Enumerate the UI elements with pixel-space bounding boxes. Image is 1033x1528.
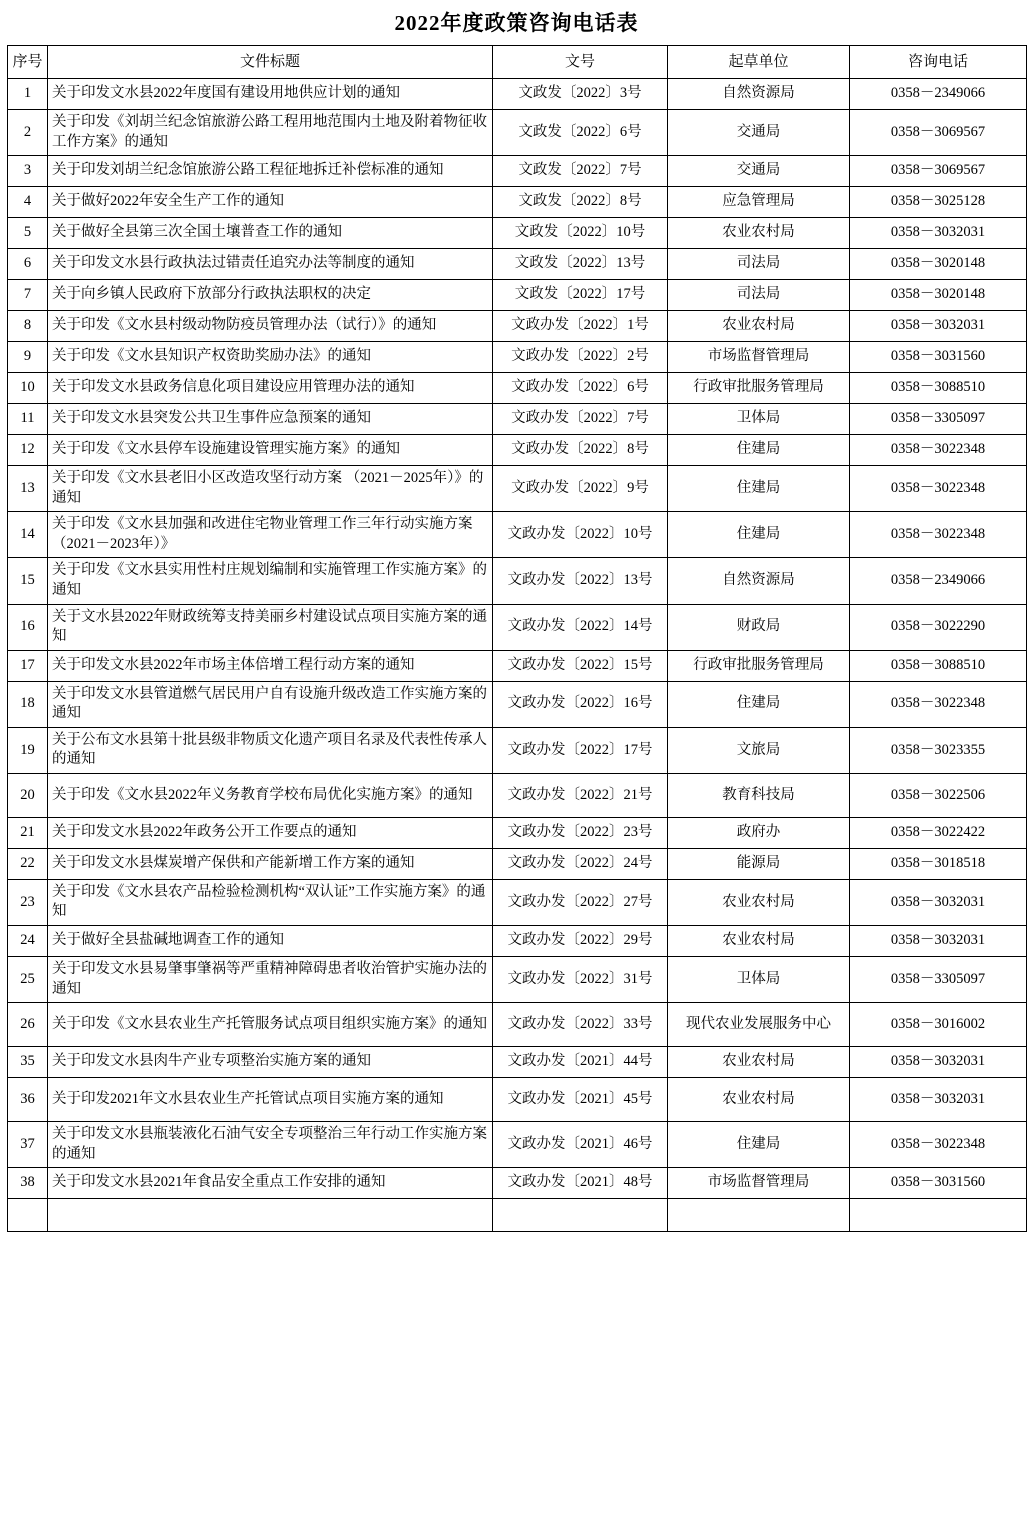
cell-index: 18 — [8, 681, 48, 727]
cell-title: 关于印发《文水县知识产权资助奖励办法》的通知 — [48, 342, 493, 373]
cell-docno: 文政办发〔2021〕48号 — [493, 1168, 668, 1199]
cell-empty — [850, 1199, 1027, 1232]
cell-title: 关于向乡镇人民政府下放部分行政执法职权的决定 — [48, 280, 493, 311]
page-title: 2022年度政策咨询电话表 — [394, 11, 639, 35]
cell-docno: 文政发〔2022〕7号 — [493, 156, 668, 187]
cell-dept: 住建局 — [668, 681, 850, 727]
cell-docno: 文政办发〔2022〕8号 — [493, 435, 668, 466]
cell-docno: 文政办发〔2021〕45号 — [493, 1078, 668, 1122]
cell-dept: 应急管理局 — [668, 187, 850, 218]
cell-title: 关于印发文水县瓶装液化石油气安全专项整治三年行动工作实施方案的通知 — [48, 1122, 493, 1168]
cell-dept: 卫体局 — [668, 404, 850, 435]
cell-phone: 0358－3022348 — [850, 512, 1027, 558]
table-row — [8, 156, 1027, 187]
table-row — [8, 311, 1027, 342]
table-row — [8, 110, 1027, 156]
table-row — [8, 848, 1027, 879]
cell-index: 7 — [8, 280, 48, 311]
cell-title: 关于做好全县盐碱地调查工作的通知 — [48, 926, 493, 957]
column-header-index: 序号 — [8, 46, 48, 79]
table-row — [8, 187, 1027, 218]
cell-index: 24 — [8, 926, 48, 957]
cell-index: 13 — [8, 466, 48, 512]
table-row — [8, 604, 1027, 650]
cell-title: 关于印发刘胡兰纪念馆旅游公路工程征地拆迁补偿标准的通知 — [48, 156, 493, 187]
cell-title: 关于印发文水县2022年度国有建设用地供应计划的通知 — [48, 79, 493, 110]
table-row — [8, 404, 1027, 435]
cell-phone: 0358－3032031 — [850, 218, 1027, 249]
cell-empty — [668, 1199, 850, 1232]
cell-title: 关于公布文水县第十批县级非物质文化遗产项目名录及代表性传承人的通知 — [48, 727, 493, 773]
cell-index: 4 — [8, 187, 48, 218]
cell-dept: 农业农村局 — [668, 1078, 850, 1122]
cell-dept: 能源局 — [668, 848, 850, 879]
cell-index: 21 — [8, 817, 48, 848]
cell-index: 20 — [8, 773, 48, 817]
cell-title: 关于印发《文水县加强和改进住宅物业管理工作三年行动实施方案（2021－2023年）》 — [48, 512, 493, 558]
cell-index: 25 — [8, 957, 48, 1003]
cell-empty — [48, 1199, 493, 1232]
table-row — [8, 218, 1027, 249]
cell-dept: 政府办 — [668, 817, 850, 848]
table-header-row — [8, 46, 1027, 79]
cell-title: 关于印发文水县2021年食品安全重点工作安排的通知 — [48, 1168, 493, 1199]
cell-index: 36 — [8, 1078, 48, 1122]
cell-title: 关于文水县2022年财政统筹支持美丽乡村建设试点项目实施方案的通知 — [48, 604, 493, 650]
cell-docno: 文政办发〔2022〕33号 — [493, 1003, 668, 1047]
cell-dept: 农业农村局 — [668, 1047, 850, 1078]
table-row — [8, 817, 1027, 848]
cell-title: 关于印发《文水县实用性村庄规划编制和实施管理工作实施方案》的通知 — [48, 558, 493, 604]
cell-dept: 住建局 — [668, 1122, 850, 1168]
cell-docno: 文政办发〔2022〕24号 — [493, 848, 668, 879]
cell-phone: 0358－3023355 — [850, 727, 1027, 773]
cell-index: 38 — [8, 1168, 48, 1199]
table-body — [8, 79, 1027, 1232]
cell-title: 关于印发文水县煤炭增产保供和产能新增工作方案的通知 — [48, 848, 493, 879]
cell-title: 关于印发《文水县老旧小区改造攻坚行动方案 （2021－2025年）》的通知 — [48, 466, 493, 512]
cell-dept: 文旅局 — [668, 727, 850, 773]
table-row — [8, 926, 1027, 957]
table-row — [8, 773, 1027, 817]
cell-phone: 0358－3069567 — [850, 156, 1027, 187]
cell-title: 关于印发文水县政务信息化项目建设应用管理办法的通知 — [48, 373, 493, 404]
cell-phone: 0358－3032031 — [850, 1078, 1027, 1122]
cell-docno: 文政办发〔2022〕31号 — [493, 957, 668, 1003]
table-row — [8, 727, 1027, 773]
cell-phone: 0358－3022348 — [850, 681, 1027, 727]
cell-dept: 农业农村局 — [668, 926, 850, 957]
cell-dept: 司法局 — [668, 249, 850, 280]
cell-docno: 文政发〔2022〕8号 — [493, 187, 668, 218]
cell-title: 关于印发2021年文水县农业生产托管试点项目实施方案的通知 — [48, 1078, 493, 1122]
cell-dept: 自然资源局 — [668, 558, 850, 604]
cell-phone: 0358－2349066 — [850, 79, 1027, 110]
cell-dept: 市场监督管理局 — [668, 1168, 850, 1199]
cell-title: 关于做好2022年安全生产工作的通知 — [48, 187, 493, 218]
table-row — [8, 879, 1027, 925]
cell-docno: 文政发〔2022〕17号 — [493, 280, 668, 311]
column-header-title: 文件标题 — [48, 46, 493, 79]
policy-phone-table — [7, 45, 1027, 1232]
table-row — [8, 1047, 1027, 1078]
cell-phone: 0358－2349066 — [850, 558, 1027, 604]
cell-index: 15 — [8, 558, 48, 604]
cell-phone: 0358－3069567 — [850, 110, 1027, 156]
cell-phone: 0358－3020148 — [850, 280, 1027, 311]
cell-phone: 0358－3305097 — [850, 404, 1027, 435]
cell-title: 关于印发文水县2022年政务公开工作要点的通知 — [48, 817, 493, 848]
cell-docno: 文政办发〔2022〕23号 — [493, 817, 668, 848]
cell-index: 12 — [8, 435, 48, 466]
column-header-phone: 咨询电话 — [850, 46, 1027, 79]
cell-phone: 0358－3022506 — [850, 773, 1027, 817]
table-row — [8, 1003, 1027, 1047]
cell-phone: 0358－3016002 — [850, 1003, 1027, 1047]
cell-empty — [493, 1199, 668, 1232]
cell-index: 2 — [8, 110, 48, 156]
cell-phone: 0358－3032031 — [850, 926, 1027, 957]
cell-index: 6 — [8, 249, 48, 280]
cell-phone: 0358－3025128 — [850, 187, 1027, 218]
table-row — [8, 957, 1027, 1003]
table-row — [8, 512, 1027, 558]
column-header-docno: 文号 — [493, 46, 668, 79]
cell-docno: 文政发〔2022〕10号 — [493, 218, 668, 249]
cell-index: 14 — [8, 512, 48, 558]
cell-dept: 行政审批服务管理局 — [668, 650, 850, 681]
cell-dept: 交通局 — [668, 110, 850, 156]
cell-dept: 住建局 — [668, 512, 850, 558]
table-row — [8, 1122, 1027, 1168]
table-row — [8, 435, 1027, 466]
cell-docno: 文政办发〔2022〕14号 — [493, 604, 668, 650]
cell-index: 9 — [8, 342, 48, 373]
table-row — [8, 342, 1027, 373]
cell-title: 关于印发文水县行政执法过错责任追究办法等制度的通知 — [48, 249, 493, 280]
cell-dept: 司法局 — [668, 280, 850, 311]
table-row — [8, 280, 1027, 311]
cell-phone: 0358－3088510 — [850, 373, 1027, 404]
cell-title: 关于印发《文水县2022年义务教育学校布局优化实施方案》的通知 — [48, 773, 493, 817]
cell-index: 37 — [8, 1122, 48, 1168]
cell-index: 3 — [8, 156, 48, 187]
table-row — [8, 79, 1027, 110]
cell-empty — [8, 1199, 48, 1232]
cell-dept: 市场监督管理局 — [668, 342, 850, 373]
cell-phone: 0358－3031560 — [850, 342, 1027, 373]
cell-title: 关于印发《文水县农业生产托管服务试点项目组织实施方案》的通知 — [48, 1003, 493, 1047]
table-row-empty — [8, 1199, 1027, 1232]
cell-title: 关于印发文水县2022年市场主体倍增工程行动方案的通知 — [48, 650, 493, 681]
cell-phone: 0358－3020148 — [850, 249, 1027, 280]
cell-title: 关于印发《文水县农产品检验检测机构“双认证”工作实施方案》的通知 — [48, 879, 493, 925]
cell-docno: 文政发〔2022〕6号 — [493, 110, 668, 156]
cell-dept: 教育科技局 — [668, 773, 850, 817]
cell-docno: 文政办发〔2022〕6号 — [493, 373, 668, 404]
table-row — [8, 681, 1027, 727]
cell-phone: 0358－3088510 — [850, 650, 1027, 681]
cell-docno: 文政办发〔2022〕15号 — [493, 650, 668, 681]
cell-docno: 文政办发〔2022〕9号 — [493, 466, 668, 512]
cell-index: 16 — [8, 604, 48, 650]
cell-docno: 文政办发〔2022〕17号 — [493, 727, 668, 773]
cell-dept: 行政审批服务管理局 — [668, 373, 850, 404]
table-row — [8, 249, 1027, 280]
cell-index: 23 — [8, 879, 48, 925]
cell-index: 1 — [8, 79, 48, 110]
cell-phone: 0358－3031560 — [850, 1168, 1027, 1199]
cell-index: 35 — [8, 1047, 48, 1078]
table-row — [8, 1078, 1027, 1122]
table-row — [8, 558, 1027, 604]
cell-docno: 文政办发〔2021〕44号 — [493, 1047, 668, 1078]
table-row — [8, 650, 1027, 681]
column-header-dept: 起草单位 — [668, 46, 850, 79]
cell-dept: 卫体局 — [668, 957, 850, 1003]
cell-phone: 0358－3305097 — [850, 957, 1027, 1003]
cell-title: 关于做好全县第三次全国土壤普查工作的通知 — [48, 218, 493, 249]
cell-phone: 0358－3022422 — [850, 817, 1027, 848]
cell-index: 26 — [8, 1003, 48, 1047]
cell-index: 22 — [8, 848, 48, 879]
cell-phone: 0358－3032031 — [850, 311, 1027, 342]
cell-docno: 文政办发〔2022〕7号 — [493, 404, 668, 435]
cell-title: 关于印发《文水县停车设施建设管理实施方案》的通知 — [48, 435, 493, 466]
cell-docno: 文政办发〔2022〕2号 — [493, 342, 668, 373]
cell-docno: 文政发〔2022〕13号 — [493, 249, 668, 280]
cell-index: 17 — [8, 650, 48, 681]
cell-phone: 0358－3022348 — [850, 435, 1027, 466]
table-row — [8, 373, 1027, 404]
cell-dept: 自然资源局 — [668, 79, 850, 110]
cell-docno: 文政办发〔2022〕1号 — [493, 311, 668, 342]
cell-phone: 0358－3022348 — [850, 1122, 1027, 1168]
cell-dept: 现代农业发展服务中心 — [668, 1003, 850, 1047]
cell-title: 关于印发文水县管道燃气居民用户自有设施升级改造工作实施方案的通知 — [48, 681, 493, 727]
cell-docno: 文政办发〔2022〕21号 — [493, 773, 668, 817]
cell-index: 11 — [8, 404, 48, 435]
cell-index: 5 — [8, 218, 48, 249]
cell-phone: 0358－3018518 — [850, 848, 1027, 879]
cell-dept: 财政局 — [668, 604, 850, 650]
cell-dept: 交通局 — [668, 156, 850, 187]
cell-docno: 文政办发〔2022〕10号 — [493, 512, 668, 558]
cell-index: 19 — [8, 727, 48, 773]
cell-docno: 文政办发〔2022〕13号 — [493, 558, 668, 604]
cell-phone: 0358－3022348 — [850, 466, 1027, 512]
table-row — [8, 466, 1027, 512]
cell-phone: 0358－3032031 — [850, 1047, 1027, 1078]
cell-phone: 0358－3022290 — [850, 604, 1027, 650]
cell-docno: 文政发〔2022〕3号 — [493, 79, 668, 110]
cell-docno: 文政办发〔2022〕16号 — [493, 681, 668, 727]
cell-dept: 农业农村局 — [668, 311, 850, 342]
cell-docno: 文政办发〔2021〕46号 — [493, 1122, 668, 1168]
cell-title: 关于印发《刘胡兰纪念馆旅游公路工程用地范围内土地及附着物征收工作方案》的通知 — [48, 110, 493, 156]
cell-dept: 农业农村局 — [668, 879, 850, 925]
cell-docno: 文政办发〔2022〕27号 — [493, 879, 668, 925]
cell-docno: 文政办发〔2022〕29号 — [493, 926, 668, 957]
table-row — [8, 1168, 1027, 1199]
cell-dept: 住建局 — [668, 435, 850, 466]
cell-title: 关于印发文水县肉牛产业专项整治实施方案的通知 — [48, 1047, 493, 1078]
cell-index: 8 — [8, 311, 48, 342]
cell-phone: 0358－3032031 — [850, 879, 1027, 925]
cell-dept: 农业农村局 — [668, 218, 850, 249]
cell-dept: 住建局 — [668, 466, 850, 512]
cell-title: 关于印发文水县易肇事肇祸等严重精神障碍患者收治管护实施办法的通知 — [48, 957, 493, 1003]
cell-title: 关于印发《文水县村级动物防疫员管理办法（试行）》的通知 — [48, 311, 493, 342]
cell-index: 10 — [8, 373, 48, 404]
cell-title: 关于印发文水县突发公共卫生事件应急预案的通知 — [48, 404, 493, 435]
